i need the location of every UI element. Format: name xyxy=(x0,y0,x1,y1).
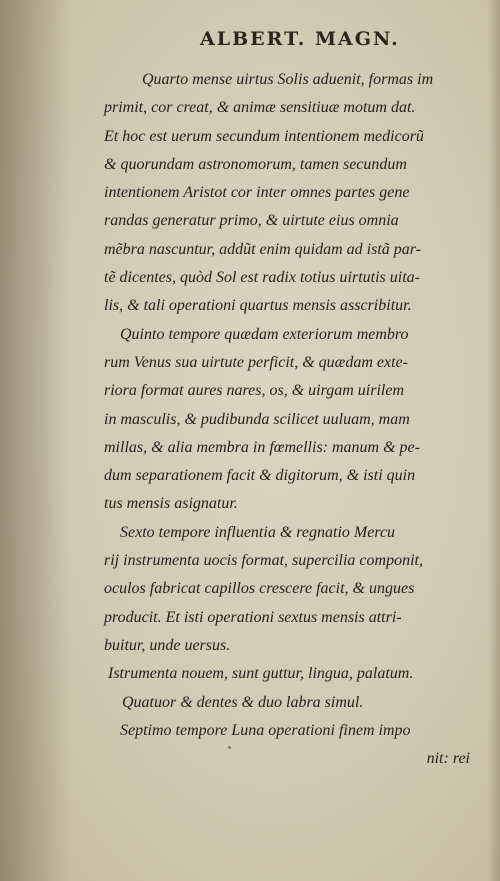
text-line: lis, & tali operationi quartus mensis asscribitur. xyxy=(104,297,412,315)
text-line: tus mensis asignatur. xyxy=(104,495,238,513)
text-line: mẽbra nascuntur, addũt enim quidam ad istã par- xyxy=(104,240,422,258)
gutter-shadow xyxy=(0,0,70,881)
text-line: millas, & alia membra in fœmellis: manum & pe- xyxy=(104,438,420,456)
text-line: tẽ dicentes, quòd Sol est radix totius uirtutis uita- xyxy=(104,269,420,287)
text-line: Sexto tempore influentia & regnatio Mercu xyxy=(120,523,396,541)
text-line: oculos fabricat capillos crescere facit, & ungues xyxy=(104,580,415,598)
running-title: ALBERT. MAGN. xyxy=(200,28,400,50)
text-line: randas generatur primo, & uirtute eius omnia xyxy=(104,212,399,230)
paper-speck xyxy=(228,746,231,749)
page-edge xyxy=(488,0,500,881)
text-line: & quorundam astronomorum, tamen secundum xyxy=(104,155,407,173)
text-line: buitur, unde uersus. xyxy=(104,636,231,654)
verse-line: Istrumenta nouem, sunt guttur, lingua, palatum. xyxy=(108,665,414,683)
text-line: dum separationem facit & digitorum, & isti quin xyxy=(104,467,416,485)
text-line: Et hoc est uerum secundum intentionem medicorũ xyxy=(104,127,424,145)
text-line: producit. Et isti operationi sextus mensis attri- xyxy=(104,608,402,626)
body-text xyxy=(104,66,480,773)
verse-line: Quatuor & dentes & duo labra simul. xyxy=(122,693,364,711)
text-line: primit, cor creat, & animæ sensitiuæ motum dat. xyxy=(104,99,416,117)
text-line: riora format aures nares, os, & uirgam uirilem xyxy=(104,382,405,400)
catchword: nit: rei xyxy=(426,750,470,768)
text-line: in masculis, & pudibunda scilicet uuluam, mam xyxy=(104,410,410,428)
text-line: Quinto tempore quædam exteriorum membro xyxy=(120,325,409,343)
text-line: rum Venus sua uirtute perficit, & quædam exte- xyxy=(104,353,408,371)
text-line: rij instrumenta uocis format, supercilia componit, xyxy=(104,552,423,570)
text-line: Septimo tempore Luna operationi finem impo xyxy=(120,721,411,739)
text-line: intentionem Aristot cor inter omnes partes gene xyxy=(104,184,410,202)
text-line: Quarto mense uirtus Solis aduenit, formas im xyxy=(142,71,434,88)
